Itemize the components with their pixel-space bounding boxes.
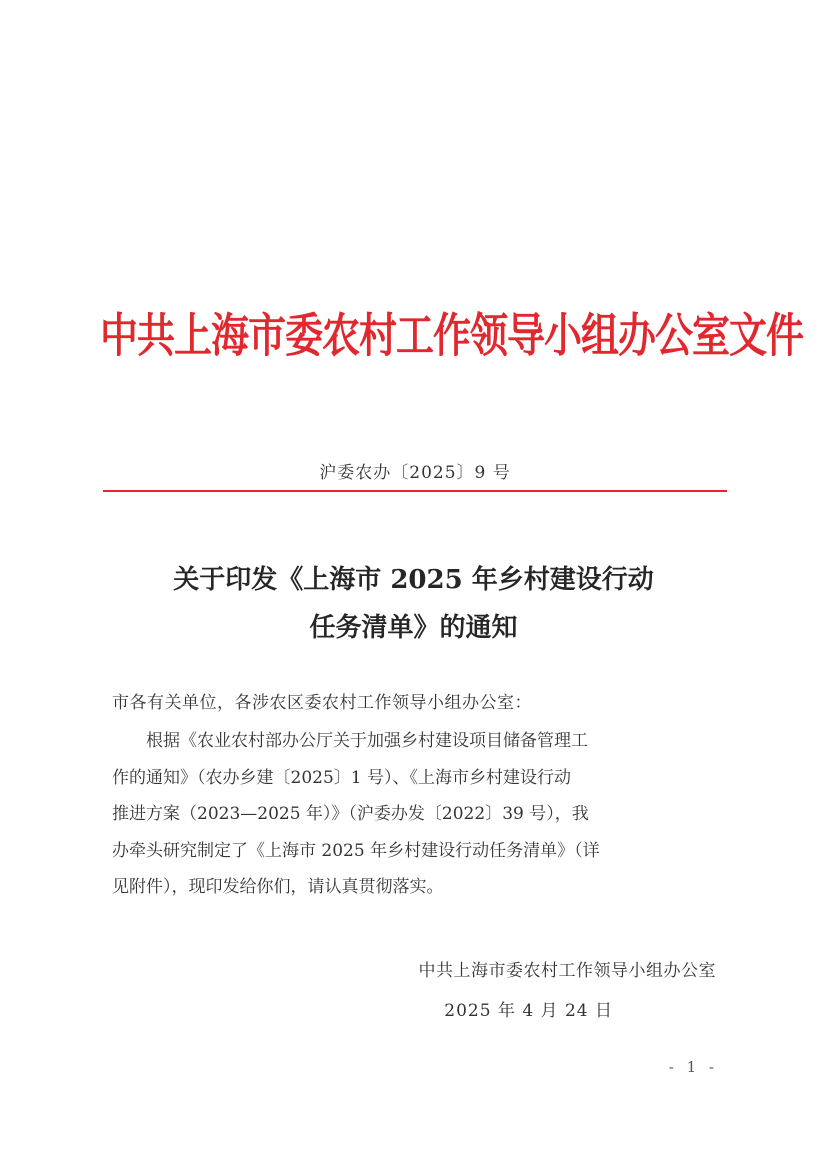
notice-title-line-2: 任务清单》的通知	[309, 613, 518, 643]
notice-title	[100, 556, 727, 652]
body-line-5: 见附件），现印发给你们，请认真贯彻落实。	[112, 877, 444, 898]
body-line-2: 作的通知》（农办乡建〔2025〕1 号）、《上海市乡村建设行动	[112, 767, 571, 788]
body-line-4: 办牵头研究制定了《上海市 2025 年乡村建设行动任务清单》（详	[112, 840, 600, 861]
issue-date: 2025 年 4 月 24 日	[444, 1001, 613, 1021]
red-divider-line	[103, 490, 727, 492]
issuer-title: 中共上海市委农村工作领导小组办公室文件	[100, 307, 804, 363]
salutation: 市各有关单位，各涉农区委农村工作领导小组办公室：	[112, 693, 532, 713]
body-line-1: 根据《农业农村部办公厅关于加强乡村建设项目储备管理工	[146, 731, 588, 751]
notice-title-line-1: 关于印发《上海市 2025 年乡村建设行动	[173, 565, 654, 595]
document-number: 沪委农办〔2025〕9 号	[319, 463, 511, 483]
body-line-3: 推进方案（2023—2025 年）》（沪委办发〔2022〕39 号），我	[112, 804, 589, 825]
signature: 中共上海市委农村工作领导小组办公室	[418, 961, 716, 981]
body-paragraph	[112, 723, 720, 906]
page-number: - 1 -	[668, 1058, 718, 1076]
